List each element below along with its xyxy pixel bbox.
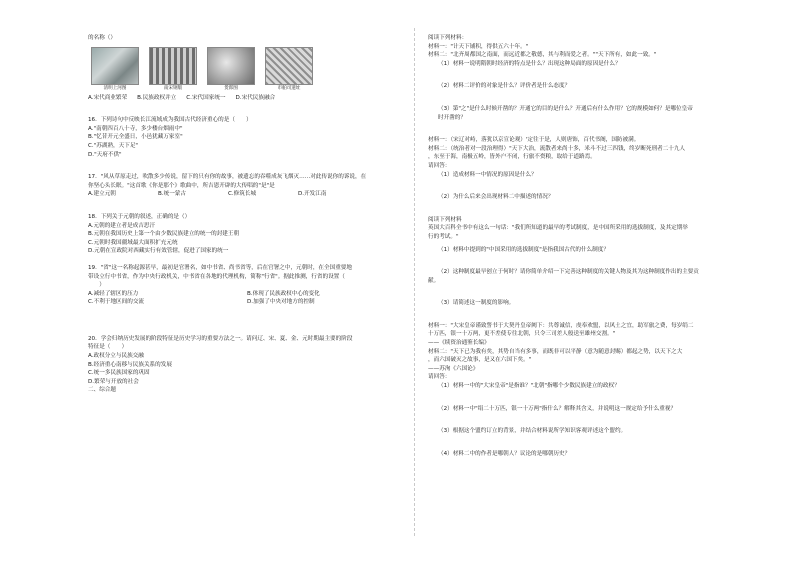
sub-question: （1）材料一说明隋朝时经济的特点是什么？出现这种局面的原因是什么？ <box>438 60 621 67</box>
option[interactable]: C.不利于地区间的交流 <box>88 299 145 306</box>
figure <box>266 47 312 92</box>
option[interactable]: A.政权分立与民族交融 <box>88 353 144 360</box>
material-line: 材料二：（统治者对一段治理得）"天下大治，流散者来尚十多，米斗不过三四钱，终岁断死刑者二十九人 <box>428 145 686 152</box>
figure <box>208 47 254 92</box>
sub-question: （3）根据这个盟约订立的背景，并结合材料说所学知识客观评述这个盟约。 <box>438 428 627 435</box>
q16-stem: 16．下列诗句中反映长江流域成为我国古代经济重心的是（ ） <box>88 117 252 124</box>
q19-options-row <box>88 298 406 307</box>
option[interactable]: A.减轻了辖区的压力 <box>88 290 139 297</box>
figure-caption: 清明上河图 <box>103 85 127 91</box>
option[interactable]: A.元朝的建立者是成吉思汗 <box>88 222 156 229</box>
sub-question: （3）第"之"是什么时候开凿的？开通它的目的是什么？开通后有什么作用？它的规模如何？是哪位皇帝 <box>438 105 693 112</box>
q19-stem: ） <box>88 282 105 289</box>
material-line: 材料二："天下已为我有矣，其势自当有多事，而既非可以平静（意为随意封赐）都起之势，以天下之大 <box>428 348 683 355</box>
q20-stem: 特征是（ ） <box>88 344 128 351</box>
option[interactable]: A."南朝四百八十寺，多少楼台烟雨中" <box>88 125 183 132</box>
answer-prompt: 请回答： <box>428 162 451 169</box>
material-line: 材料一：（宋辽对峙，落犹以京宣论观）'定往于是，人则唐饰，百代书阁，国防被满。 <box>428 137 640 144</box>
option[interactable]: D."天府不供" <box>88 151 122 158</box>
option[interactable]: B.元朝在我国历史上第一个由少数民族建立的统一的封建王朝 <box>88 231 240 238</box>
q15-options <box>88 94 406 103</box>
material-line: 行的考试。" <box>428 233 459 240</box>
option[interactable]: C."苏湖熟，天下足" <box>88 142 138 149</box>
option[interactable]: B.体现了民族政权中心的变化 <box>247 290 320 297</box>
sub-question: （2）材料一中"绢二十万匹，银一十万两"指什么？解释其含义，并说明这一规定给予什么重视？ <box>438 405 677 412</box>
peddler-painting-image <box>207 47 255 85</box>
material-source: ——苏洵《六国论》 <box>428 365 479 372</box>
option[interactable]: C.元朝时我国疆域最大面积扩充元统 <box>88 239 178 246</box>
material-line: 材料一："计天下铺积，得供五六十年。" <box>428 43 529 50</box>
option[interactable]: D.繁荣与开放的社会 <box>88 378 139 385</box>
sub-question: （4）材料二中的作者是哪朝人？议论的是哪朝历史？ <box>438 450 571 457</box>
material-line: ，而六国破灭之故事，是又在六国下矣。" <box>428 357 532 364</box>
figure <box>150 47 196 92</box>
figure <box>92 47 138 92</box>
sub-question: （1）材料中提到的"中国采用的选拔制度"是指我国古代的什么制度？ <box>438 246 609 253</box>
figure-caption: 货郎图 <box>224 85 238 91</box>
option[interactable]: D.元朝在宣政院对西藏实行有效管辖，促进了国家的统一 <box>88 248 229 255</box>
sub-question: 献。 <box>428 277 440 284</box>
figure-caption: 南宋钢版 <box>163 85 183 91</box>
q19-stem: 带设立行中书省，作为中央行政机关，中书省在各地的代理机构，简称"行省"。据此推测，行省的设置（ <box>88 273 345 280</box>
sub-question: （1）造成材料一中情况的原因是什么？ <box>438 171 537 178</box>
q15-stem-tail: 的名称（） <box>88 35 116 41</box>
site-ruins-image <box>265 47 313 85</box>
sub-question: （2）材料二评价的对象是什么？评价者是什么态度？ <box>438 83 571 90</box>
sub-question: 时开凿的？ <box>438 114 466 121</box>
right-column <box>428 34 758 458</box>
option[interactable]: D.加强了中央对地方的控制 <box>247 299 315 306</box>
material-line: 材料一："大宋皇帝谨致誓书于大契丹皇帝阙下：共尊诚信，虔奉欢盟，以风土之宜，助军旅之费，每岁绢二 <box>428 322 694 329</box>
option[interactable]: C.修筑长城 <box>228 191 257 198</box>
material-line: ，东至于海，南极五岭，皆外户不闭，行旅不赍粮，取给于道路焉。 <box>428 154 596 161</box>
option[interactable]: D.开发江南 <box>298 191 327 198</box>
material-line: 十万匹，银一十万两，更不差使专往北朝，只令三司差人般送至雄州交割。" <box>428 331 616 338</box>
column-divider <box>414 28 415 536</box>
q17-stem: 你坚心头长眠。"这首歌《你是那个》歌曲中，所吉恩开辟的大传唱的"是"是 <box>88 182 275 189</box>
material-line: 材料二："北齐周都国之南面，而远近都之敬德，其与利而爱之者。""天下所有，如此一致。" <box>428 52 657 59</box>
material-heading: 阅读下列材料 <box>428 216 462 223</box>
painting-image <box>91 47 139 85</box>
sub-question: （1）材料一中的"大宋皇帝"是指谁？"北朝"指哪个少数民族建立的政权？ <box>438 383 620 390</box>
q19-options-row <box>88 290 406 299</box>
option[interactable]: A.宋代商业繁荣 <box>88 94 128 101</box>
q17-stem: 17．"风从草原走过，吹散多少传说，留下的只有你的故事，被遗忘的吞噬成灰飞烟灭……对此传说你的诉说，在 <box>88 174 367 181</box>
material-heading: 阅读下列材料： <box>428 35 468 41</box>
answer-prompt: 请回答： <box>428 374 451 381</box>
q15-figures <box>92 47 406 92</box>
left-column <box>88 34 406 395</box>
q19-stem: 19．"省"这一名称起源甚早，最初是官署名，如中书省、尚书省等，后在官署之中，元朝时，在全国重要地 <box>88 264 352 271</box>
figure-caption: 市舶司遗址 <box>277 85 301 91</box>
sub-question: （3）请简述这一制度的影响。 <box>438 300 515 307</box>
material-source: ——《续资治通鉴长编》 <box>428 340 490 347</box>
printing-plate-image <box>149 47 197 85</box>
option[interactable]: B.统一蒙古 <box>158 191 186 198</box>
option[interactable]: C.宋代国家统一 <box>186 94 226 101</box>
section-heading: 二、综合题 <box>88 387 116 394</box>
option[interactable]: C.统一多民族国家的巩固 <box>88 370 150 377</box>
option[interactable]: B.经济重心南移与民族关系的发展 <box>88 361 172 368</box>
q17-options <box>88 190 406 199</box>
option[interactable]: A.建立元朝 <box>88 191 116 198</box>
option[interactable]: D.宋代民族融合 <box>235 94 276 101</box>
material-line: 英国大百科全书中有这么一句话："我们所知道的最早的考试制度，是中国所采用的选拔制度，及其定期举 <box>428 225 688 232</box>
option[interactable]: B.民族政权并立 <box>137 94 177 101</box>
sub-question: （2）这种制度最早创立于何时？请你简单介绍一下完善这种制度的关键人物及其为这种制度作出的主要贡 <box>438 269 699 276</box>
option[interactable]: B."忆昔开元全盛日，小邑犹藏万家室" <box>88 134 183 141</box>
sub-question: （2）为什么后来会出现材料二中描述的情况？ <box>438 194 554 201</box>
q20-stem: 20．学会归纳历史发展的阶段特征是历史学习的重要方法之一。请问辽、宋、夏、金、元时期最主要的阶段 <box>88 335 353 342</box>
q18-stem: 18．下列关于元朝的叙述，正确的是（） <box>88 213 191 220</box>
